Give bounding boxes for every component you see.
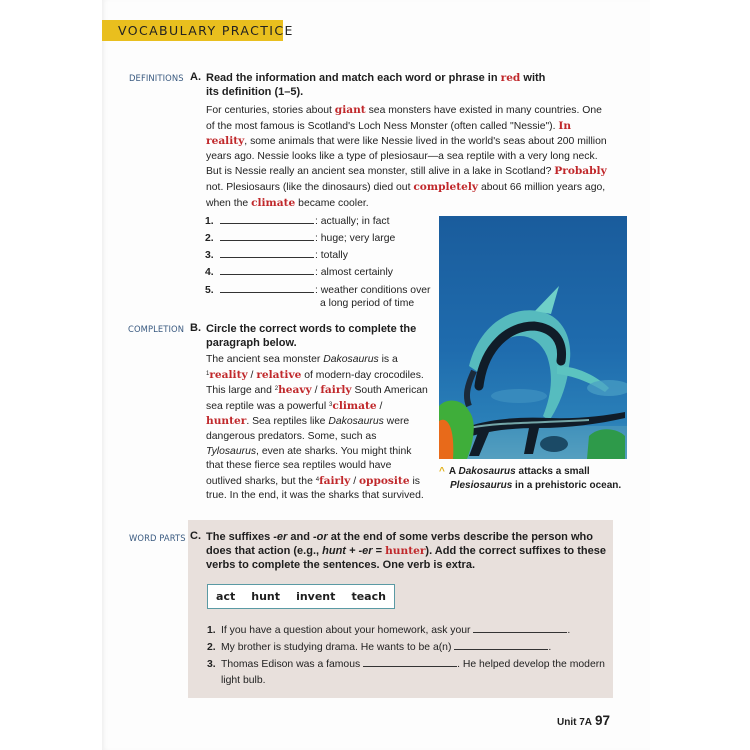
definitions-label: DEFINITIONS [129,73,184,83]
section-b-paragraph: The ancient sea monster Dakosaurus is a $^1$reality / relative of modern-day crocodiles. This large and $^2$heavy / fairly South American sea reptile was a powerful $^3$climate / hunter. Sea reptiles like Dakosaurus were dangerous predators. Some, such as Tylosaurus, even ate sharks. You might think that these fierce sea reptiles would have outlived sharks, but the $^4$fairly / opposite is true. In the end, it was the sharks that survived. [206,354,428,502]
section-c-instruction: The suffixes -er and -or at the end of some verbs describe the person who does that action (e.g., hunt + -er = hunter). Add the correct suffixes to these verbs to complete the sentences. One verb is extra. [206,531,606,571]
answer-blank[interactable] [220,283,314,293]
definition-continuation: a long period of time [320,298,415,309]
section-b-instruction: Circle the correct words to complete the paragraph below. [206,323,417,349]
word-bank-item: teach [351,590,386,603]
word-bank-item: invent [296,590,336,603]
sea-monster-illustration [439,216,627,459]
answer-blank[interactable] [220,265,314,275]
caret-up-icon: ^ [439,466,445,477]
answer-blank[interactable] [220,214,314,224]
example-hunter: hunter [385,545,426,557]
photo-caption: ^ A Dakosaurus attacks a small Plesiosaurus in a prehistoric ocean. [439,466,622,491]
page-footer [557,712,610,730]
choice-hunter[interactable]: hunter [206,415,247,428]
vocab-completely: completely [413,180,479,193]
choice-climate[interactable]: climate [332,399,377,412]
vocab-probably: Probably [554,165,607,178]
definition-item: 3. : totally [205,250,348,261]
section-a-letter: A. [190,71,201,83]
sea-monster-photo [439,216,627,459]
page-number: 97 [595,713,611,728]
definition-item: 5. : weather conditions over [205,285,431,296]
sentence-item: 2. My brother is studying drama. He wants to be a(n) . [207,642,552,653]
section-a-paragraph: For centuries, stories about giant sea monsters have existed in many countries. One of the most famous is Scotland's Loch Ness Monster (often called "Nessie"). In reality, some animals that were like Nessie lived in the world's seas about 200 million years ago. Nessie looks like a type of plesiosaur—a sea reptile with a very long neck. But is Nessie really an ancient sea monster, still alive in a lake in Scotland? Probably not. Plesiosaurs (like the dinosaurs) died out completely about 66 million years ago, when the climate became cooler. [206,104,607,209]
sentence-item: 1. If you have a question about your homework, ask your . [207,625,571,636]
vocab-climate: climate [251,196,296,209]
vocab-in-reality: In reality [206,119,572,148]
completion-label: COMPLETION [128,324,185,334]
section-c-letter: C. [190,530,201,542]
sentence-item: 3. Thomas Edison was a famous . He helped develop the modern [207,659,605,670]
section-b-letter: B. [190,322,201,334]
red-word: red [500,72,521,84]
word-bank [207,584,395,609]
answer-blank[interactable] [454,640,548,650]
sentence-continuation: light bulb. [221,675,266,686]
choice-opposite[interactable]: opposite [358,474,410,487]
definition-item: 2. : huge; very large [205,233,396,244]
section-banner [102,20,294,41]
answer-blank[interactable] [473,623,567,633]
vocab-giant: giant [334,104,366,116]
unit-label: Unit 7A [557,717,592,728]
answer-blank[interactable] [220,248,314,258]
definition-item: 4. : almost certainly [205,267,393,278]
choice-heavy[interactable]: heavy [278,384,312,397]
answer-blank[interactable] [363,657,457,667]
choice-reality[interactable]: reality [209,368,248,381]
banner-title: VOCABULARY PRACTICE [118,23,294,38]
word-bank-item: hunt [251,590,281,603]
answer-blank[interactable] [220,231,314,241]
choice-fairly-2[interactable]: fairly [319,474,351,487]
word-parts-label: WORD PARTS [129,533,186,543]
section-a-instruction: Read the information and match each word or phrase in red with its definition (1–5). [206,72,546,98]
definition-item: 1. : actually; in fact [205,216,390,227]
word-bank-item: act [216,590,236,603]
choice-relative[interactable]: relative [256,368,302,381]
choice-fairly[interactable]: fairly [320,384,352,397]
